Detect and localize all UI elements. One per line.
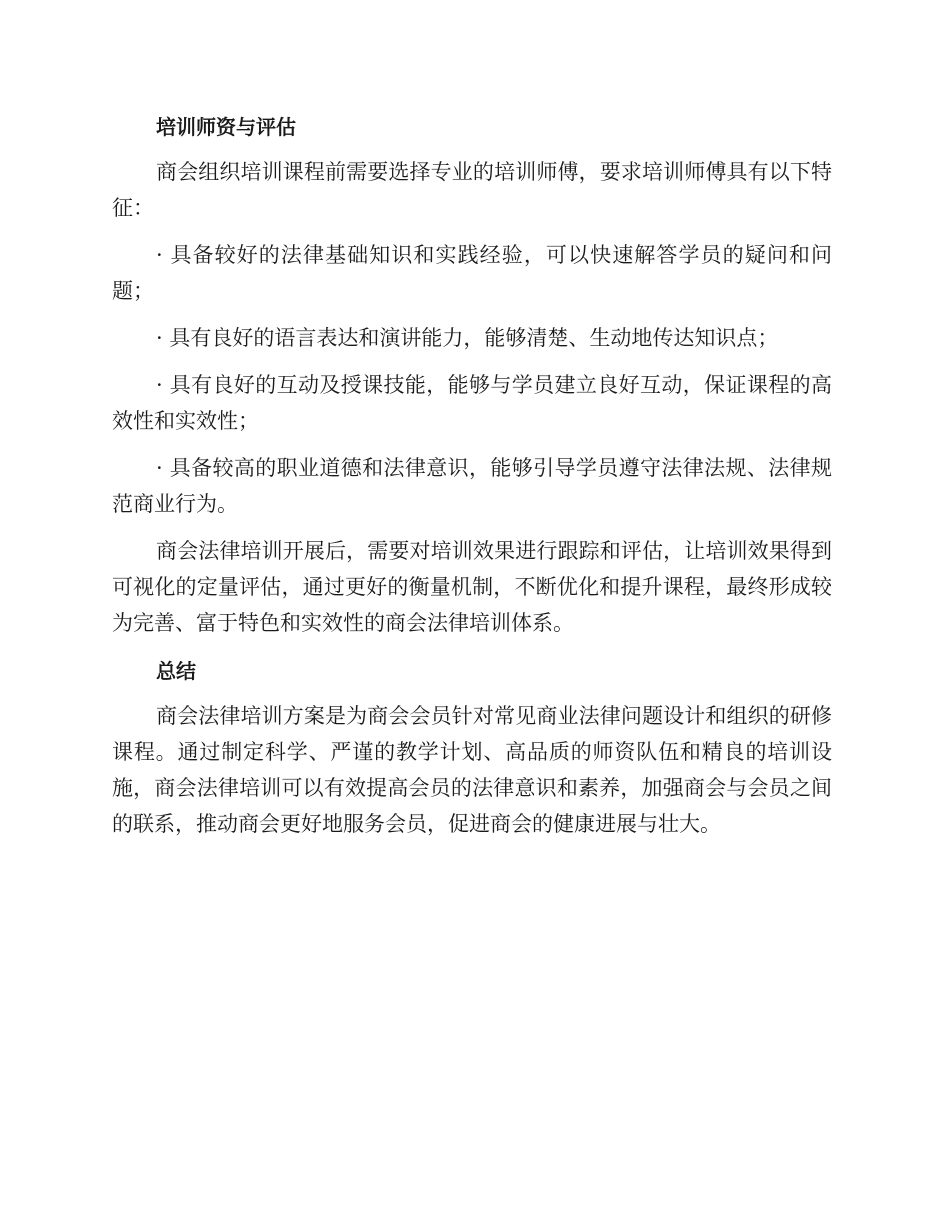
paragraph-intro: 商会组织培训课程前需要选择专业的培训师傅，要求培训师傅具有以下特征： xyxy=(112,160,832,220)
bullet-item-2: · 具有良好的语言表达和演讲能力，能够清楚、生动地传达知识点； xyxy=(156,326,779,350)
bullet-item-1: · 具备较好的法律基础知识和实践经验，可以快速解答学员的疑问和问题； xyxy=(112,243,832,303)
bullet-item-3: · 具有良好的互动及授课技能，能够与学员建立良好互动，保证课程的高效性和实效性； xyxy=(112,373,832,433)
section-heading-trainers: 培训师资与评估 xyxy=(156,115,296,139)
bullet-item-4: · 具备较高的职业道德和法律意识，能够引导学员遵守法律法规、法律规范商业行为。 xyxy=(112,456,832,516)
paragraph-evaluation: 商会法律培训开展后，需要对培训效果进行跟踪和评估，让培训效果得到可视化的定量评估，通过更好的衡量机制，不断优化和提升课程，最终形成较为完善、富于特色和实效性的商会法律培训体系。 xyxy=(112,539,832,635)
document-page xyxy=(112,108,832,853)
section-heading-summary: 总结 xyxy=(156,659,196,683)
paragraph-summary: 商会法律培训方案是为商会会员针对常见商业法律问题设计和组织的研修课程。通过制定科学、严谨的教学计划、高品质的师资队伍和精良的培训设施，商会法律培训可以有效提高会员的法律意识和素养，加强商会与会员之间的联系，推动商会更好地服务会员，促进商会的健康进展与壮大。 xyxy=(112,704,832,836)
